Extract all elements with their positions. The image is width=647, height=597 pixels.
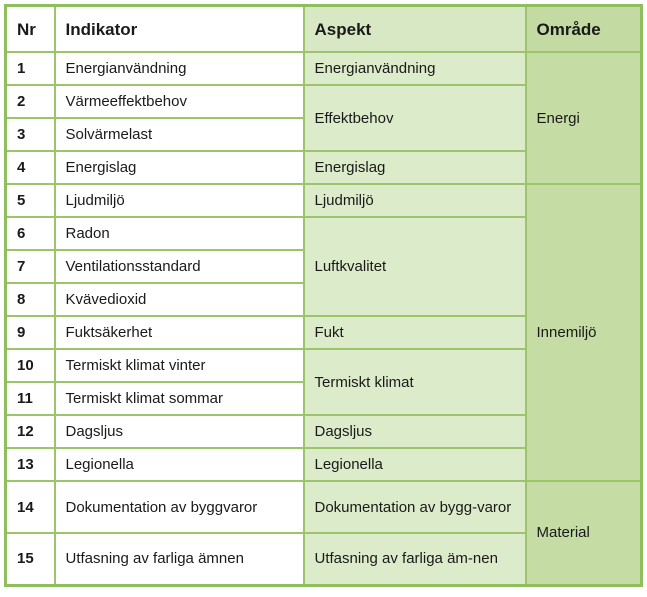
header-indikator: Indikator [55, 6, 304, 53]
row-number: 15 [6, 533, 55, 585]
row-number: 3 [6, 118, 55, 151]
aspekt-cell: Ljudmiljö [304, 184, 526, 217]
aspekt-cell: Dagsljus [304, 415, 526, 448]
aspekt-cell: Legionella [304, 448, 526, 481]
row-number: 2 [6, 85, 55, 118]
indikator-cell: Kvävedioxid [55, 283, 304, 316]
aspekt-cell: Luftkvalitet [304, 217, 526, 316]
aspekt-cell: Effektbehov [304, 85, 526, 151]
header-omrade: Område [526, 6, 642, 53]
aspekt-cell: Utfasning av farliga äm-nen [304, 533, 526, 585]
row-number: 8 [6, 283, 55, 316]
indikator-cell: Termiskt klimat vinter [55, 349, 304, 382]
indikator-cell: Fuktsäkerhet [55, 316, 304, 349]
indikator-cell: Legionella [55, 448, 304, 481]
indikator-cell: Utfasning av farliga ämnen [55, 533, 304, 585]
row-number: 11 [6, 382, 55, 415]
row-number: 4 [6, 151, 55, 184]
row-number: 6 [6, 217, 55, 250]
table-row [6, 481, 642, 533]
row-number: 10 [6, 349, 55, 382]
aspekt-cell: Energianvändning [304, 52, 526, 85]
table-row [6, 52, 642, 85]
aspekt-cell: Termiskt klimat [304, 349, 526, 415]
row-number: 5 [6, 184, 55, 217]
omrade-cell: Material [526, 481, 642, 585]
indikator-cell: Termiskt klimat sommar [55, 382, 304, 415]
aspekt-cell: Fukt [304, 316, 526, 349]
indikator-cell: Solvärmelast [55, 118, 304, 151]
indikator-cell: Ljudmiljö [55, 184, 304, 217]
indicator-table [4, 4, 643, 587]
indikator-cell: Dokumentation av byggvaror [55, 481, 304, 533]
row-number: 7 [6, 250, 55, 283]
indikator-cell: Energianvändning [55, 52, 304, 85]
row-number: 9 [6, 316, 55, 349]
indikator-cell: Energislag [55, 151, 304, 184]
row-number: 14 [6, 481, 55, 533]
omrade-cell: Energi [526, 52, 642, 184]
indikator-cell: Värmeeffektbehov [55, 85, 304, 118]
indikator-cell: Dagsljus [55, 415, 304, 448]
header-nr: Nr [6, 6, 55, 53]
header-row [6, 6, 642, 53]
aspekt-cell: Energislag [304, 151, 526, 184]
row-number: 12 [6, 415, 55, 448]
indikator-cell: Ventilationsstandard [55, 250, 304, 283]
row-number: 1 [6, 52, 55, 85]
row-number: 13 [6, 448, 55, 481]
header-aspekt: Aspekt [304, 6, 526, 53]
aspekt-cell: Dokumentation av bygg-varor [304, 481, 526, 533]
omrade-cell: Innemiljö [526, 184, 642, 481]
indikator-cell: Radon [55, 217, 304, 250]
table-row [6, 184, 642, 217]
